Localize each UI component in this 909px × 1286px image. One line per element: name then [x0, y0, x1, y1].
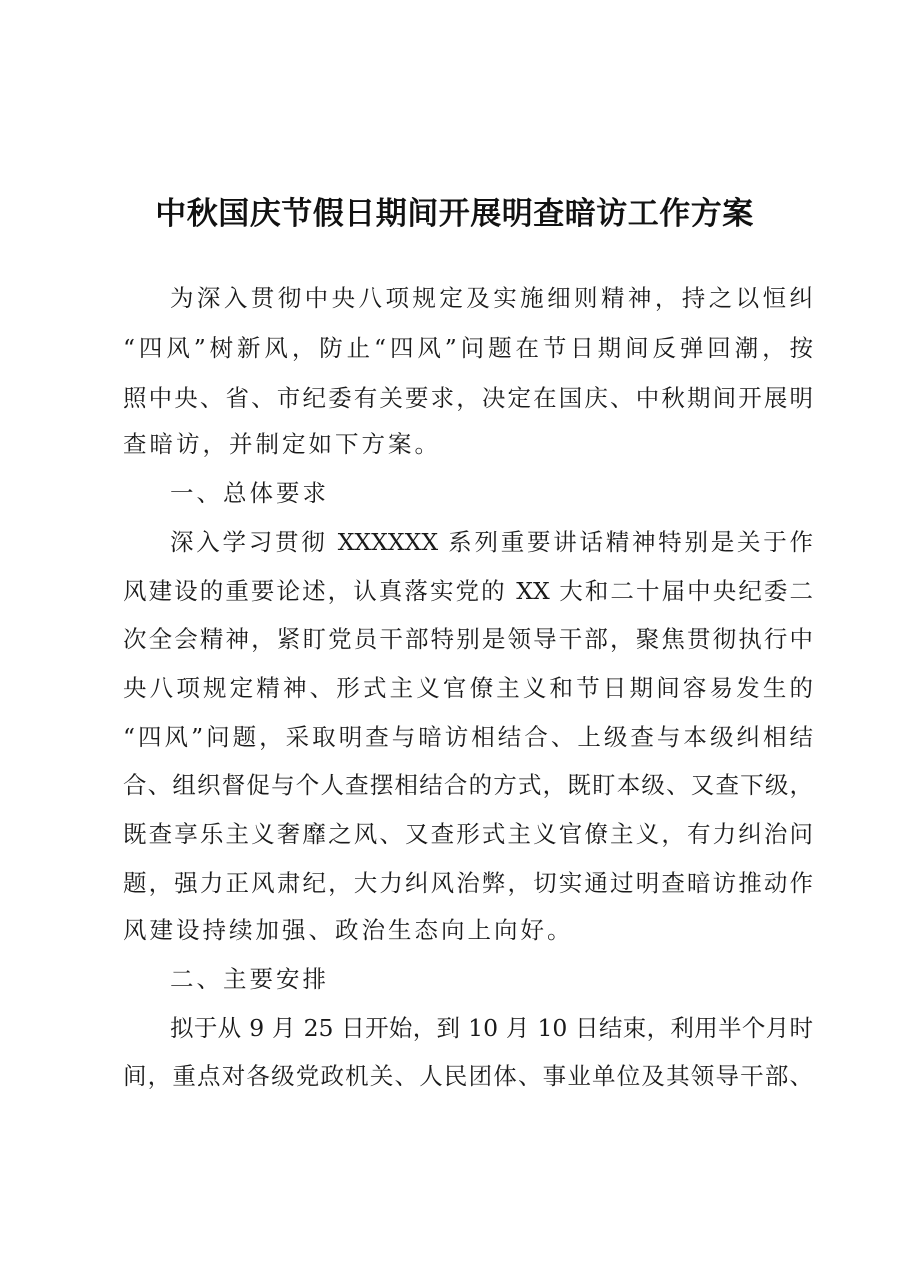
paragraph-line: 拟于从 9 月 25 日开始，到 10 月 10 日结束，利用半个月时 [170, 1014, 813, 1042]
paragraph-line: 风建设的重要论述，认真落实党的 XX 大和二十届中央纪委二 [123, 577, 813, 605]
paragraph-line: “四风”问题，采取明查与暗访相结合、上级查与本级纠相结 [123, 723, 813, 751]
paragraph-line: 央八项规定精神、形式主义官僚主义和节日期间容易发生的 [123, 674, 813, 702]
paragraph-line: 风建设持续加强、政治生态向上向好。 [123, 916, 574, 944]
paragraph-line: 查暗访，并制定如下方案。 [123, 430, 441, 458]
paragraph-line: 照中央、省、市纪委有关要求，决定在国庆、中秋期间开展明 [123, 384, 813, 412]
document-title: 中秋国庆节假日期间开展明查暗访工作方案 [155, 196, 754, 232]
paragraph-line: 合、组织督促与个人查摆相结合的方式，既盯本级、又查下级， [123, 771, 813, 799]
paragraph-line: 既查享乐主义奢靡之风、又查形式主义官僚主义，有力纠治问 [123, 820, 813, 848]
section-heading: 二、主要安排 [170, 965, 329, 993]
paragraph-line: “四风”树新风，防止“四风”问题在节日期间反弹回潮，按 [123, 334, 813, 362]
paragraph-line: 深入学习贯彻 XXXXXX 系列重要讲话精神特别是关于作 [170, 528, 813, 556]
paragraph-line: 间，重点对各级党政机关、人民团体、事业单位及其领导干部、 [123, 1062, 813, 1090]
paragraph-line: 为深入贯彻中央八项规定及实施细则精神，持之以恒纠 [170, 284, 813, 312]
paragraph-line: 题，强力正风肃纪，大力纠风治弊，切实通过明查暗访推动作 [123, 869, 813, 897]
paragraph-line: 次全会精神，紧盯党员干部特别是领导干部，聚焦贯彻执行中 [123, 625, 813, 653]
section-heading: 一、总体要求 [170, 479, 329, 507]
